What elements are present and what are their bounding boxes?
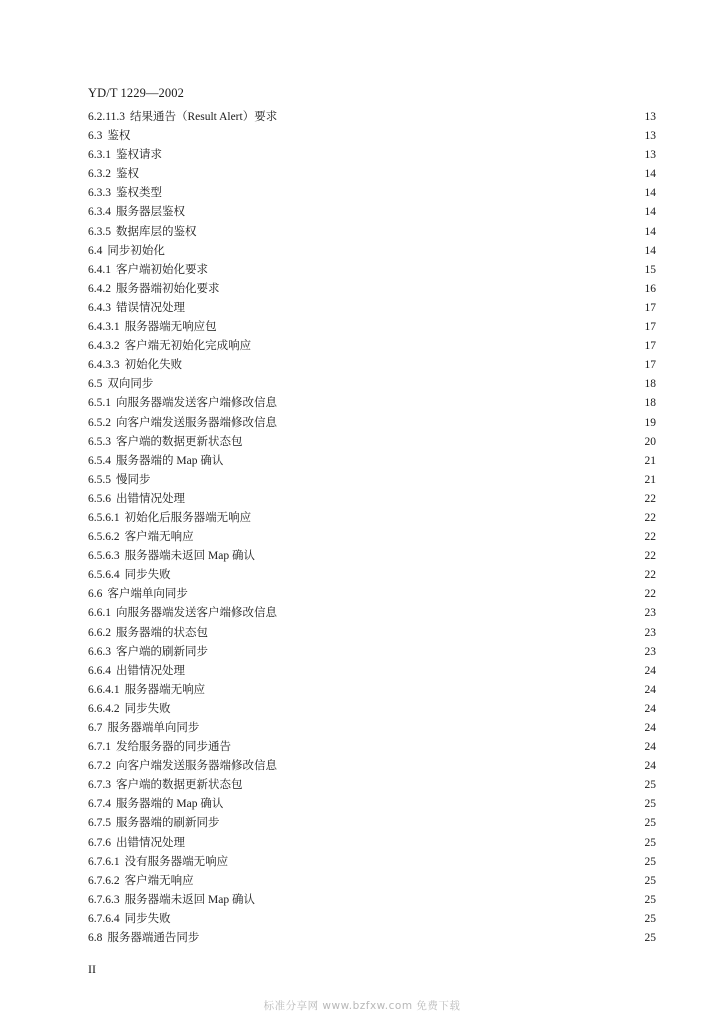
toc-entry-page: 22 [644,511,656,524]
toc-entry[interactable] [88,433,656,452]
toc-entry-page: 22 [644,588,656,601]
toc-entry-page: 25 [644,912,656,925]
toc-entry-page: 15 [644,263,656,276]
toc-entry[interactable] [88,165,656,184]
toc-entry[interactable] [88,452,656,471]
toc-entry-title: 鉴权 [116,168,139,181]
site-watermark: 标准分享网 www.bzfxw.com 免费下载 [263,1000,461,1012]
toc-entry-number: 6.5.6.2 [88,531,120,544]
toc-entry-title: 服务器端无响应包 [124,321,217,334]
toc-entry[interactable] [88,471,656,490]
toc-entry[interactable] [88,242,656,261]
toc-entry-title: 客户端无响应 [124,531,194,544]
toc-entry-number: 6.5.6.4 [88,569,120,582]
toc-entry-number: 6.5.2 [88,416,111,429]
toc-entry-title: 鉴权请求 [116,149,162,162]
toc-entry[interactable] [88,719,656,738]
toc-entry-title: 没有服务器端无响应 [124,855,229,868]
toc-entry-page: 18 [644,378,656,391]
toc-entry-page: 14 [644,244,656,257]
toc-entry-page: 24 [644,741,656,754]
toc-entry-title: 初始化后服务器端无响应 [124,511,252,524]
toc-entry[interactable] [88,604,656,623]
toc-entry-title: 服务器端的状态包 [116,626,208,639]
toc-entry[interactable] [88,757,656,776]
toc-entry-page: 20 [644,435,656,448]
toc-entry-page: 22 [644,550,656,563]
toc-entry-title: 服务器端的 Map 确认 [116,798,224,811]
toc-entry-title: 服务器端无响应 [124,683,206,696]
toc-entry-number: 6.3.4 [88,206,111,219]
toc-entry-page: 23 [644,645,656,658]
toc-entry-page: 17 [644,359,656,372]
toc-entry-title: 双向同步 [107,378,154,391]
toc-entry-number: 6.5.6.1 [88,511,120,524]
toc-entry-page: 25 [644,874,656,887]
toc-entry-number: 6.6.2 [88,626,111,639]
toc-entry-number: 6.6.3 [88,645,111,658]
toc-entry-page: 17 [644,340,656,353]
toc-entry-title: 同步失败 [124,912,171,925]
toc-entry-number: 6.5.5 [88,473,111,486]
toc-entry-number: 6.6.4 [88,664,111,677]
toc-entry[interactable] [88,547,656,566]
toc-entry[interactable] [88,585,656,604]
toc-entry-page: 13 [644,149,656,162]
toc-entry[interactable] [88,203,656,222]
toc-entry-title: 客户端无初始化完成响应 [124,340,252,353]
toc-entry-title: 初始化失败 [124,359,183,372]
toc-entry-page: 14 [644,168,656,181]
toc-entry-title: 鉴权 [107,130,131,143]
toc-entry-number: 6.7.6.4 [88,912,120,925]
toc-entry[interactable] [88,356,656,375]
toc-entry-page: 25 [644,932,656,945]
toc-entry-number: 6.4 [88,244,103,257]
toc-entry-number: 6.5.4 [88,454,111,467]
toc-entry-title: 错误情况处理 [116,301,185,314]
toc-entry[interactable] [88,814,656,833]
toc-entry[interactable] [88,394,656,413]
toc-entry[interactable] [88,509,656,528]
toc-entry[interactable] [88,891,656,910]
toc-entry-number: 6.4.2 [88,282,111,295]
toc-entry-page: 24 [644,722,656,734]
toc-entry-number: 6.5.3 [88,435,111,448]
toc-entry-number: 6.3.2 [88,168,111,181]
toc-entry[interactable] [88,681,656,700]
toc-entry[interactable] [88,776,656,795]
toc-entry[interactable] [88,337,656,356]
toc-entry-number: 6.5.1 [88,397,111,410]
toc-entry-number: 6.4.3.3 [88,359,120,372]
toc-entry[interactable] [88,223,656,242]
toc-entry-number: 6.7.6.2 [88,874,120,887]
toc-entry-page: 21 [644,473,656,486]
toc-entry[interactable] [88,624,656,643]
toc-entry[interactable] [88,853,656,872]
toc-entry-page: 13 [644,111,656,123]
toc-entry-page: 19 [644,416,656,429]
toc-entry-number: 6.5 [88,378,103,391]
toc-entry[interactable] [88,643,656,662]
toc-entry-page: 14 [644,225,656,238]
toc-entry-page: 23 [644,607,656,620]
toc-entry-title: 服务器端单向同步 [107,722,200,734]
toc-entry[interactable] [88,662,656,681]
toc-entry[interactable] [88,375,656,394]
toc-entry-title: 客户端无响应 [124,874,194,887]
toc-entry-number: 6.7.3 [88,779,111,792]
toc-entry-title: 出错情况处理 [116,664,185,677]
toc-entry-number: 6.7 [88,722,103,734]
toc-entry[interactable] [88,910,656,929]
toc-entry-page: 24 [644,664,656,677]
toc-entry-title: 向客户端发送服务器端修改信息 [116,760,277,773]
toc-entry[interactable] [88,146,656,165]
toc-entry-page: 17 [644,321,656,334]
toc-entry-number: 6.5.6 [88,492,111,505]
toc-entry-page: 22 [644,569,656,582]
toc-entry-number: 6.4.3 [88,301,111,314]
toc-entry[interactable] [88,280,656,299]
toc-entry-title: 同步失败 [124,702,171,715]
toc-entry[interactable] [88,414,656,433]
toc-entry-title: 数据库层的鉴权 [116,225,197,238]
toc-entry-number: 6.3.3 [88,187,111,200]
toc-entry-number: 6.6.4.2 [88,702,120,715]
toc-entry-number: 6.7.6 [88,836,111,849]
toc-entry-page: 14 [644,206,656,219]
toc-entry[interactable] [88,795,656,814]
toc-entry-number: 6.7.6.3 [88,893,120,906]
toc-entry-title: 服务器端初始化要求 [116,282,220,295]
toc-entry-title: 同步失败 [124,569,171,582]
toc-entry-title: 服务器端未返回 Map 确认 [124,893,255,906]
toc-entry-title: 向客户端发送服务器端修改信息 [116,416,277,429]
toc-entry-title: 服务器端的刷新同步 [116,817,220,830]
toc-entry[interactable] [88,528,656,547]
toc-entry-page: 25 [644,817,656,830]
toc-entry[interactable] [88,261,656,280]
toc-entry-title: 慢同步 [116,473,151,486]
toc-entry[interactable] [88,127,656,146]
toc-entry-page: 25 [644,855,656,868]
toc-entry-number: 6.7.6.1 [88,855,120,868]
toc-entry-number: 6.6.4.1 [88,683,120,696]
toc-entry-title: 服务器端未返回 Map 确认 [124,550,255,563]
toc-entry-page: 24 [644,760,656,773]
toc-entry-title: 鉴权类型 [116,187,162,200]
toc-entry-title: 客户端的数据更新状态包 [116,435,243,448]
toc-entry-page: 25 [644,798,656,811]
toc-entry-number: 6.3.5 [88,225,111,238]
toc-entry-number: 6.3 [88,130,103,143]
toc-entry[interactable] [88,872,656,891]
toc-entry-number: 6.5.6.3 [88,550,120,563]
toc-entry-title: 出错情况处理 [116,492,185,505]
toc-entry-page: 23 [644,626,656,639]
toc-entry-title: 客户端的数据更新状态包 [116,779,243,792]
toc-entry[interactable] [88,700,656,719]
toc-entry-page: 21 [644,454,656,467]
toc-entry-page: 16 [644,282,656,295]
toc-entry[interactable] [88,490,656,509]
toc-entry-title: 向服务器端发送客户端修改信息 [116,607,277,620]
toc-entry[interactable] [88,566,656,585]
toc-entry-number: 6.6 [88,588,103,601]
toc-entry-title: 向服务器端发送客户端修改信息 [116,397,277,410]
toc-entry-title: 服务器层鉴权 [116,206,185,219]
toc-entry-title: 发给服务器的同步通告 [116,741,231,754]
toc-entry-title: 同步初始化 [107,244,165,257]
toc-entry[interactable] [88,738,656,757]
toc-entry-page: 25 [644,836,656,849]
toc-entry-page: 24 [644,702,656,715]
toc-entry-title: 服务器端通告同步 [107,932,200,945]
toc-entry-number: 6.7.2 [88,760,111,773]
toc-entry-title: 客户端单向同步 [107,588,188,601]
toc-entry-title: 客户端的刷新同步 [116,645,208,658]
toc-entry-number: 6.4.1 [88,263,111,276]
toc-entry[interactable] [88,108,656,127]
toc-entry[interactable] [88,184,656,203]
toc-entry-page: 22 [644,531,656,544]
toc-entry-page: 18 [644,397,656,410]
toc-entry-number: 6.8 [88,932,103,945]
toc-entry-number: 6.7.1 [88,741,111,754]
toc-entry-number: 6.4.3.1 [88,321,120,334]
toc-entry-title: 客户端初始化要求 [116,263,208,276]
toc-entry-number: 6.6.1 [88,607,111,620]
toc-entry-page: 14 [644,187,656,200]
toc-entry[interactable] [88,299,656,318]
toc-entry[interactable] [88,929,656,948]
toc-entry-number: 6.3.1 [88,149,111,162]
toc-entry-number: 6.7.4 [88,798,111,811]
toc-entry-title: 结果通告（Result Alert）要求 [129,111,278,123]
table-of-contents [88,108,656,948]
toc-entry-number: 6.2.11.3 [88,111,125,123]
page-number: II [88,962,96,976]
toc-entry-number: 6.4.3.2 [88,340,120,353]
toc-entry-page: 25 [644,893,656,906]
document-number-header: YD/T 1229—2002 [88,86,184,100]
toc-entry-page: 24 [644,683,656,696]
toc-entry-number: 6.7.5 [88,817,111,830]
toc-entry-page: 17 [644,301,656,314]
toc-entry-page: 22 [644,492,656,505]
toc-entry[interactable] [88,834,656,853]
toc-entry-page: 25 [644,779,656,792]
toc-entry-page: 13 [644,130,656,143]
toc-entry-title: 出错情况处理 [116,836,185,849]
toc-entry-title: 服务器端的 Map 确认 [116,454,224,467]
toc-entry[interactable] [88,318,656,337]
